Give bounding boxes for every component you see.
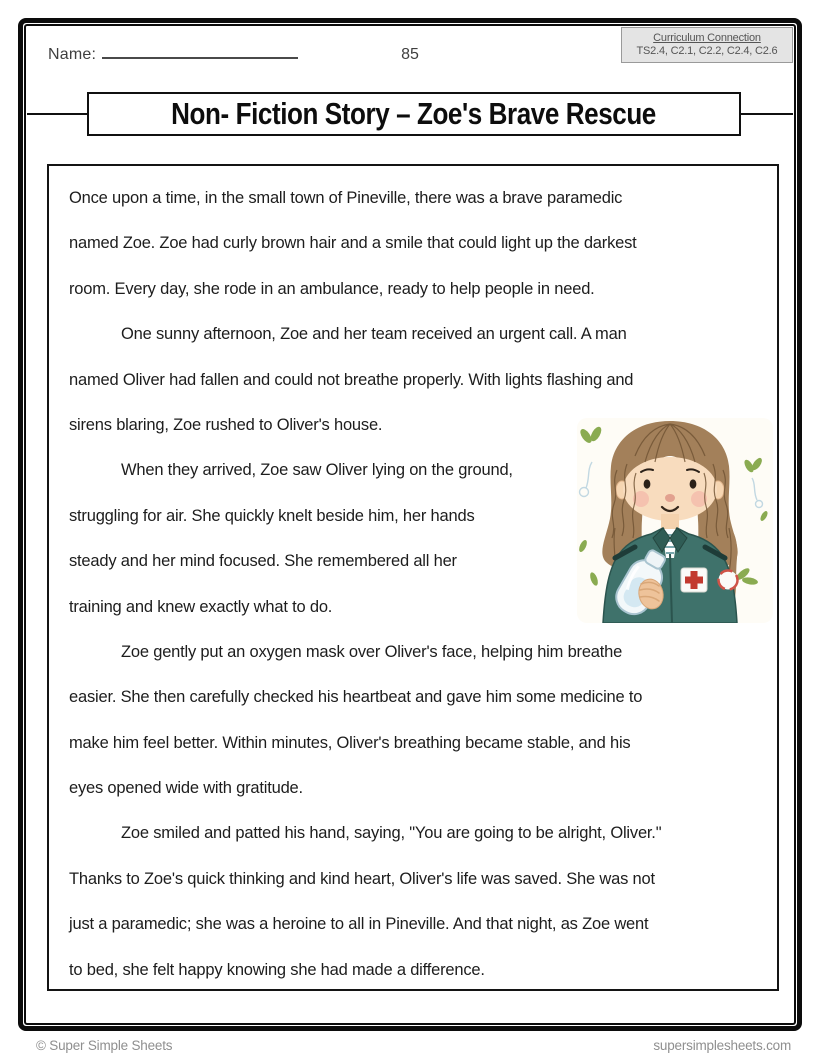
page-title: Non- Fiction Story – Zoe's Brave Rescue [171, 96, 657, 131]
page-number: 85 [401, 46, 419, 63]
footer-copyright: © Super Simple Sheets [36, 1038, 173, 1053]
curriculum-connection-box [621, 27, 793, 63]
story-line: named Zoe. Zoe had curly brown hair and a smile that could light up the darkest [69, 234, 637, 253]
footer-website: supersimplesheets.com [653, 1038, 791, 1053]
name-label: Name: [48, 46, 97, 63]
story-line: named Oliver had fallen and could not breathe properly. With lights flashing and [69, 370, 634, 389]
story-line: Thanks to Zoe's quick thinking and kind heart, Oliver's life was saved. She was not [69, 869, 655, 888]
story-line: easier. She then carefully checked his heartbeat and gave him some medicine to [69, 688, 643, 707]
paramedic-girl-illustration [577, 418, 773, 623]
story-line: eyes opened wide with gratitude. [69, 779, 303, 798]
title-box [87, 92, 741, 136]
story-line: struggling for air. She quickly knelt beside him, her hands [69, 506, 475, 525]
story-line: Zoe smiled and patted his hand, saying, "You are going to be alright, Oliver." [121, 824, 662, 843]
red-cross-patch-icon [681, 568, 707, 592]
story-line: One sunny afternoon, Zoe and her team received an urgent call. A man [121, 325, 627, 344]
story-line: training and knew exactly what to do. [69, 597, 333, 616]
curriculum-codes: TS2.4, C2.1, C2.2, C2.4, C2.6 [636, 45, 778, 57]
nose [665, 494, 675, 502]
story-line: make him feel better. Within minutes, Oliver's breathing became stable, and his [69, 733, 631, 752]
story-line: Zoe gently put an oxygen mask over Oliver's face, helping him breathe [121, 642, 623, 661]
story-line: to bed, she felt happy knowing she had made a difference. [69, 960, 485, 979]
story-line: just a paramedic; she was a heroine to all in Pineville. And that night, as Zoe went [69, 915, 649, 934]
story-line: steady and her mind focused. She remembered all her [69, 552, 457, 571]
story-line: When they arrived, Zoe saw Oliver lying on the ground, [121, 461, 513, 480]
story-line: Once upon a time, in the small town of Pineville, there was a brave paramedic [69, 189, 623, 207]
curriculum-title: Curriculum Connection [653, 32, 761, 44]
story-line: sirens blaring, Zoe rushed to Oliver's house. [69, 415, 383, 434]
sleeve-badge-icon [719, 571, 738, 590]
story-line: room. Every day, she rode in an ambulance, ready to help people in need. [69, 279, 595, 298]
